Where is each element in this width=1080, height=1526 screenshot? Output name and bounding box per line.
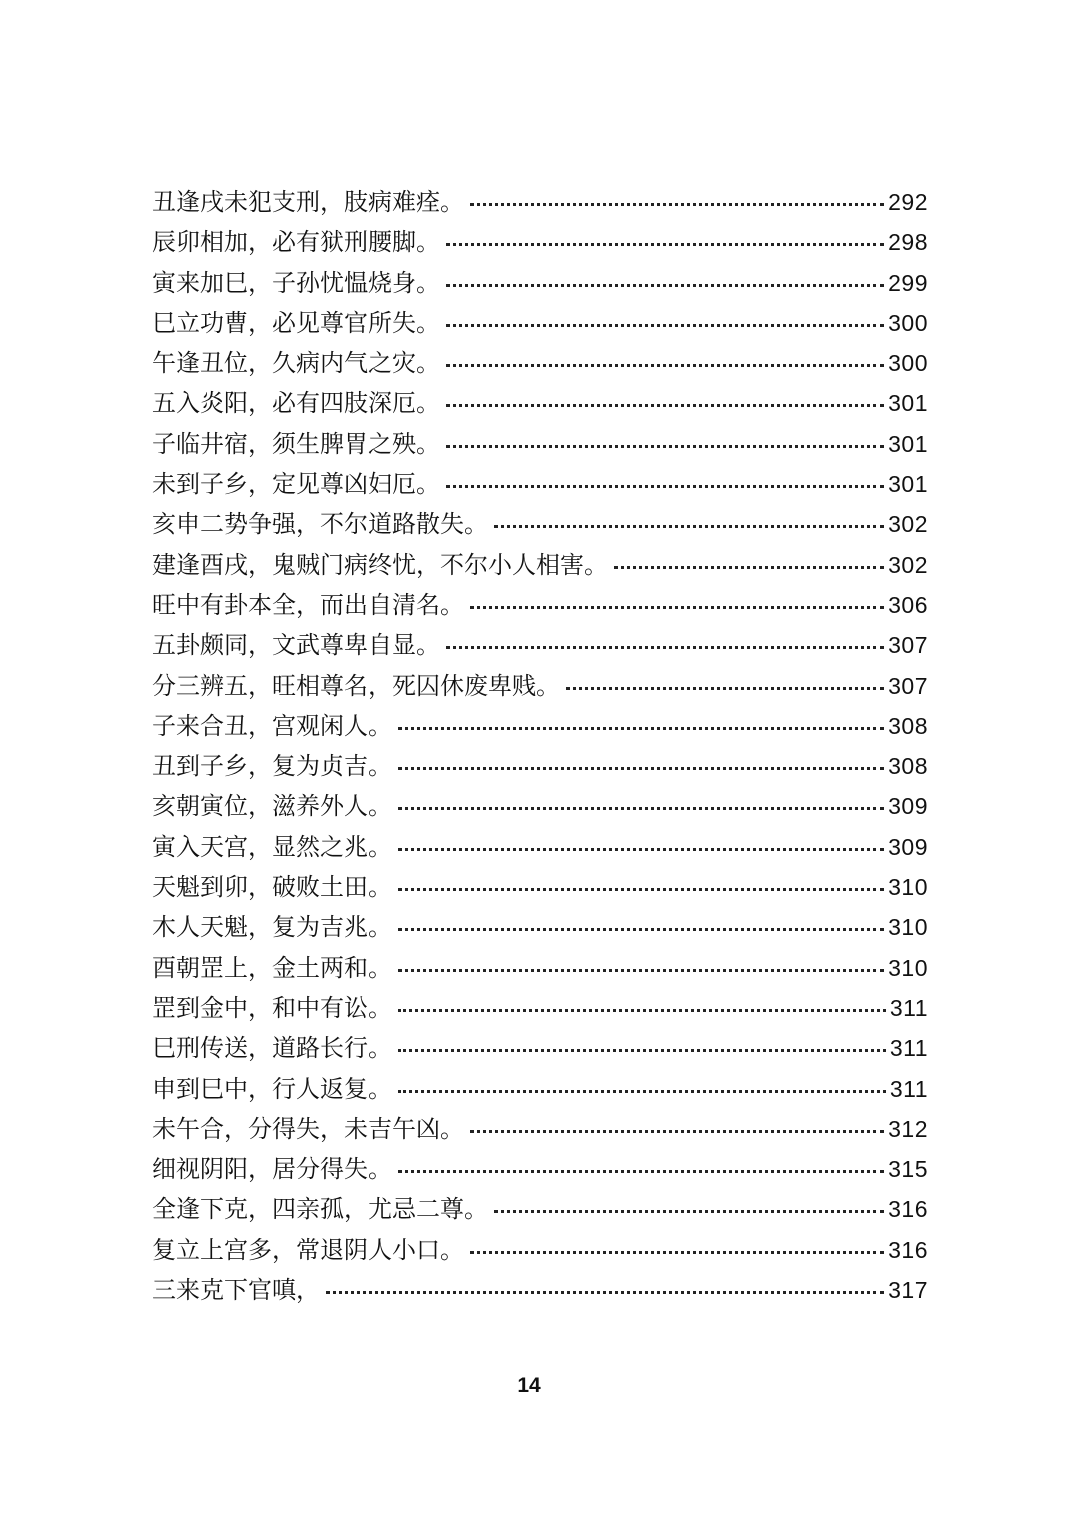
- toc-dot-leader: [446, 364, 884, 367]
- toc-entry: [152, 263, 928, 303]
- toc-entry: [152, 625, 928, 665]
- toc-entry: [152, 746, 928, 786]
- toc-entry-title: 亥申二势争强，不尔道路散失。: [152, 510, 488, 539]
- toc-entry-page: 307: [888, 632, 928, 659]
- toc-entry-title: 未到子乡，定见尊凶妇厄。: [152, 470, 440, 499]
- toc-entry-page: 300: [888, 350, 928, 377]
- toc-entry-page: 317: [888, 1277, 928, 1304]
- toc-dot-leader: [446, 243, 884, 246]
- toc-entry-title: 旺中有卦本全，而出自清名。: [152, 590, 464, 619]
- toc-entry-page: 311: [889, 994, 928, 1021]
- toc-entry: [152, 182, 928, 222]
- toc-dot-leader: [398, 1090, 886, 1093]
- toc-entry: [152, 303, 928, 343]
- toc-dot-leader: [326, 1291, 884, 1294]
- toc-dot-leader: [398, 727, 884, 730]
- toc-entry-title: 子来合丑，宫观闲人。: [152, 711, 392, 740]
- toc-entry-title: 复立上宫多，常退阴人小口。: [152, 1235, 464, 1264]
- toc-entry-title: 申到巳中，行人返复。: [152, 1074, 392, 1103]
- toc-entry-title: 分三辨五，旺相尊名，死囚休废卑贱。: [152, 671, 560, 700]
- toc-dot-leader: [470, 203, 884, 206]
- toc-entry-page: 299: [888, 269, 928, 296]
- page-number: 14: [517, 1374, 541, 1397]
- toc-entry: [152, 585, 928, 625]
- toc-dot-leader: [446, 445, 884, 448]
- toc-entry-page: 301: [888, 430, 928, 457]
- toc-dot-leader: [398, 888, 884, 891]
- toc-dot-leader: [398, 807, 884, 810]
- toc-entry: [152, 666, 928, 706]
- toc-entry-title: 巳刑传送，道路长行。: [152, 1034, 392, 1063]
- toc-dot-leader: [494, 525, 884, 528]
- toc-entry-page: 308: [888, 712, 928, 739]
- toc-dot-leader: [446, 284, 884, 287]
- toc-entry-title: 三来克下官嗔，: [152, 1276, 320, 1305]
- toc-entry-title: 酉朝罡上，金土两和。: [152, 953, 392, 982]
- toc-dot-leader: [398, 1170, 884, 1173]
- toc-entry: [152, 545, 928, 585]
- toc-entry: [152, 1189, 928, 1229]
- toc-dot-leader: [470, 1130, 884, 1133]
- toc-dot-leader: [398, 767, 884, 770]
- toc-entry-page: 310: [888, 954, 928, 981]
- toc-entry-title: 五入炎阳，必有四肢深厄。: [152, 389, 440, 418]
- toc-dot-leader: [446, 646, 884, 649]
- toc-entry-title: 寅入天宫，显然之兆。: [152, 832, 392, 861]
- toc-entry-title: 五卦颇同，文武尊卑自显。: [152, 631, 440, 660]
- toc-entry-page: 316: [888, 1196, 928, 1223]
- toc-entry-page: 301: [888, 390, 928, 417]
- toc-entry-title: 寅来加巳，子孙忧愠烧身。: [152, 268, 440, 297]
- toc-entry-title: 建逢酉戌，鬼贼门病终忧，不尔小人相害。: [152, 550, 608, 579]
- toc-dot-leader: [470, 606, 884, 609]
- toc-entry-title: 木人天魁，复为吉兆。: [152, 913, 392, 942]
- toc-entry-title: 细视阴阳，居分得失。: [152, 1155, 392, 1184]
- toc-entry: [152, 383, 928, 423]
- toc-entry-page: 311: [889, 1075, 928, 1102]
- toc-entry: [152, 988, 928, 1028]
- toc-entry: [152, 1069, 928, 1109]
- toc-entry-page: 301: [888, 471, 928, 498]
- toc-entry: [152, 504, 928, 544]
- toc-entry-page: 316: [888, 1236, 928, 1263]
- toc-entry-title: 子临井宿，须生脾胃之殃。: [152, 429, 440, 458]
- toc-dot-leader: [398, 1009, 886, 1012]
- toc-entry-title: 丑到子乡，复为贞吉。: [152, 752, 392, 781]
- toc-dot-leader: [470, 1251, 884, 1254]
- toc-entry-page: 308: [888, 753, 928, 780]
- toc-dot-leader: [614, 566, 884, 569]
- toc-entry: [152, 1028, 928, 1068]
- toc-entry-title: 午逢丑位，久病内气之灾。: [152, 349, 440, 378]
- toc-entry: [152, 948, 928, 988]
- toc-entry-page: 292: [888, 189, 928, 215]
- toc-entry-page: 302: [888, 511, 928, 538]
- toc-entry-page: 306: [888, 591, 928, 618]
- toc-entry: [152, 867, 928, 907]
- toc-entry-page: 312: [888, 1115, 928, 1142]
- toc-entry: [152, 907, 928, 947]
- toc-entry-page: 300: [888, 309, 928, 336]
- toc-entry-title: 罡到金中，和中有讼。: [152, 993, 392, 1022]
- toc-entry: [152, 827, 928, 867]
- toc-dot-leader: [566, 687, 884, 690]
- toc-entry-page: 310: [888, 874, 928, 901]
- toc-entry-page: 315: [888, 1156, 928, 1183]
- toc-dot-leader: [446, 404, 884, 407]
- toc-entry: [152, 706, 928, 746]
- toc-entry-page: 309: [888, 793, 928, 820]
- toc-dot-leader: [398, 928, 884, 931]
- toc-entry-title: 巳立功曹，必见尊官所失。: [152, 308, 440, 337]
- toc-entry-title: 辰卯相加，必有狱刑腰脚。: [152, 228, 440, 257]
- toc-entry: [152, 222, 928, 262]
- toc-entry: [152, 1230, 928, 1270]
- toc-entry-page: 307: [888, 672, 928, 699]
- toc-entry-title: 全逢下克，四亲孤，尤忌二尊。: [152, 1195, 488, 1224]
- table-of-contents: [152, 182, 928, 1310]
- toc-entry-title: 丑逢戌未犯支刑，肢病难痊。: [152, 188, 464, 216]
- toc-entry: [152, 464, 928, 504]
- toc-entry-title: 未午合，分得失，未吉午凶。: [152, 1114, 464, 1143]
- toc-entry-page: 298: [888, 229, 928, 256]
- toc-entry: [152, 1270, 928, 1310]
- toc-entry: [152, 424, 928, 464]
- toc-entry: [152, 1109, 928, 1149]
- toc-dot-leader: [494, 1210, 884, 1213]
- toc-entry-page: 310: [888, 914, 928, 941]
- toc-entry: [152, 786, 928, 826]
- toc-entry-page: 311: [889, 1035, 928, 1062]
- toc-dot-leader: [398, 1049, 886, 1052]
- toc-dot-leader: [398, 969, 884, 972]
- toc-entry: [152, 343, 928, 383]
- toc-entry: [152, 1149, 928, 1189]
- toc-entry-title: 亥朝寅位，滋养外人。: [152, 792, 392, 821]
- toc-entry-title: 天魁到卯，破败土田。: [152, 873, 392, 902]
- toc-entry-page: 302: [888, 551, 928, 578]
- toc-dot-leader: [398, 848, 884, 851]
- toc-entry-page: 309: [888, 833, 928, 860]
- toc-dot-leader: [446, 485, 884, 488]
- toc-dot-leader: [446, 324, 884, 327]
